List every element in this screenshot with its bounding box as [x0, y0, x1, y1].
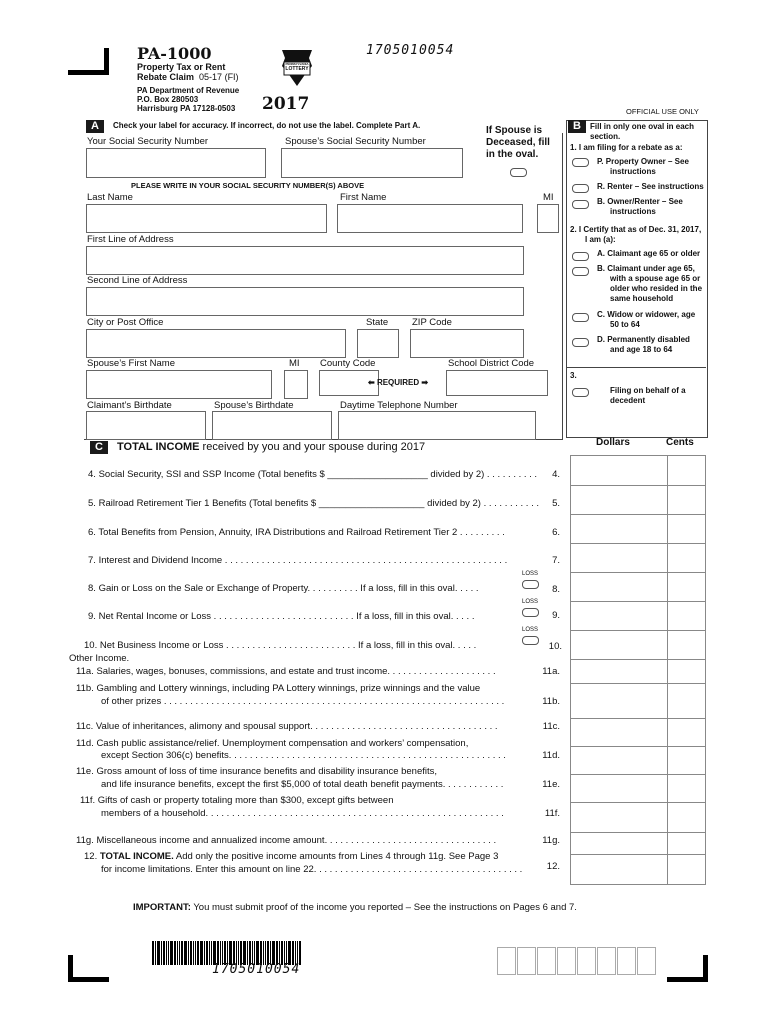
amount-field-7[interactable]	[570, 544, 706, 573]
amount-field-4[interactable]	[570, 455, 706, 486]
claimant-birthdate-label: Claimant’s Birthdate	[87, 400, 172, 411]
first-name-field[interactable]	[337, 204, 523, 233]
amount-field-11b[interactable]	[570, 684, 706, 719]
amount-field-12[interactable]	[570, 855, 706, 884]
age-65-label: A. Claimant age 65 or older	[597, 249, 701, 258]
part-b-q1: 1. I am filing for a rebate as a:	[570, 143, 683, 152]
property-owner-label-1: P. Property Owner – See	[597, 157, 689, 166]
widow-oval[interactable]	[572, 313, 589, 322]
disabled-oval[interactable]	[572, 338, 589, 347]
spouse-birthdate-label: Spouse’s Birthdate	[214, 400, 294, 411]
part-a-instruction: Check your label for accuracy. If incorrect, do not use the label. Complete Part A.	[113, 121, 421, 130]
spouse-mi-label: MI	[289, 358, 300, 369]
doc-code-bottom: 1705010054	[212, 962, 301, 977]
claimant-birthdate-field[interactable]	[86, 411, 206, 440]
daytime-phone-field[interactable]	[338, 411, 536, 440]
form-number: PA-1000	[137, 44, 212, 63]
dollars-header: Dollars	[596, 437, 630, 448]
corner-mark-bottom-left	[68, 955, 109, 982]
part-b-heading-1: Fill in only one oval in each	[590, 122, 695, 131]
lottery-text-top: PENNSYLVANIA	[285, 62, 309, 66]
part-b-label: B	[568, 120, 586, 133]
zip-field[interactable]	[410, 329, 524, 358]
address2-label: Second Line of Address	[87, 275, 188, 286]
form-name-line1: Property Tax or Rent	[137, 62, 226, 72]
amount-field-5[interactable]	[570, 486, 706, 515]
ssn-label: Your Social Security Number	[87, 136, 209, 147]
spouse-birthdate-field[interactable]	[212, 411, 332, 440]
mi-label: MI	[543, 192, 554, 203]
daytime-phone-label: Daytime Telephone Number	[340, 400, 458, 411]
renter-oval[interactable]	[572, 184, 589, 193]
deceased-label-1: If Spouse is	[486, 125, 543, 136]
age-65-oval[interactable]	[572, 252, 589, 261]
property-owner-label-2: instructions	[610, 167, 656, 176]
deceased-label-2: Deceased, fill	[486, 137, 550, 148]
doc-code-top: 1705010054	[366, 43, 455, 58]
property-owner-oval[interactable]	[572, 158, 589, 167]
official-use-only: OFFICIAL USE ONLY	[626, 107, 699, 116]
spouse-65-label-4: same household	[610, 294, 674, 303]
pa-lottery-logo	[280, 48, 314, 88]
important-note: IMPORTANT: You must submit proof of the income you reported – See the instructions on Pages 6 and 7.	[133, 902, 577, 913]
decedent-oval[interactable]	[572, 388, 589, 397]
ssn-field[interactable]	[86, 148, 266, 178]
tax-year: 2017	[262, 94, 310, 114]
mi-field[interactable]	[537, 204, 559, 233]
corner-mark-bottom-right	[667, 955, 708, 982]
decedent-label-1: Filing on behalf of a	[610, 386, 686, 395]
amount-field-11a[interactable]	[570, 660, 706, 684]
last-name-field[interactable]	[86, 204, 327, 233]
part-b-q2-2: I am (a):	[585, 235, 616, 244]
amount-field-11c[interactable]	[570, 719, 706, 747]
school-district-label: School District Code	[448, 358, 535, 369]
corner-mark-top-left	[68, 48, 109, 75]
part-b-q3: 3.	[570, 371, 577, 380]
spouse-65-label-3: older who resided in the	[610, 284, 703, 293]
part-b-divider	[566, 367, 706, 368]
zip-label: ZIP Code	[412, 317, 452, 328]
address2-field[interactable]	[86, 287, 524, 316]
address1-label: First Line of Address	[87, 234, 174, 245]
lottery-text-main: LOTTERY	[285, 66, 309, 72]
cents-header: Cents	[666, 437, 694, 448]
owner-renter-oval[interactable]	[572, 200, 589, 209]
state-field[interactable]	[357, 329, 399, 358]
amount-field-9[interactable]	[570, 602, 706, 631]
form-name-line2: Rebate Claim 05-17 (FI)	[137, 72, 239, 82]
county-code-label: County Code	[320, 358, 376, 369]
dept-line3: Harrisburg PA 17128-0503	[137, 104, 236, 113]
part-c-title: TOTAL INCOME received by you and your spouse during 2017	[117, 441, 426, 453]
amount-field-8[interactable]	[570, 573, 706, 602]
amount-field-11d[interactable]	[570, 747, 706, 775]
amount-field-10[interactable]	[570, 631, 706, 660]
part-a-label: A	[86, 120, 104, 133]
address1-field[interactable]	[86, 246, 524, 275]
amount-field-11f[interactable]	[570, 803, 706, 833]
spouse-mi-field[interactable]	[284, 370, 308, 399]
dept-line1: PA Department of Revenue	[137, 86, 240, 95]
spouse-65-label-2: with a spouse age 65 or	[610, 274, 701, 283]
part-b-heading-2: section.	[590, 132, 621, 141]
city-field[interactable]	[86, 329, 346, 358]
other-income-heading: Other Income.	[69, 653, 130, 664]
deceased-spouse-oval[interactable]	[510, 168, 527, 177]
last-name-label: Last Name	[87, 192, 133, 203]
deceased-label-3: in the oval.	[486, 149, 539, 160]
write-ssn-note: PLEASE WRITE IN YOUR SOCIAL SECURITY NUMBER(S) ABOVE	[131, 181, 365, 190]
disabled-label-2: and age 18 to 64	[610, 345, 673, 354]
spouse-ssn-field[interactable]	[281, 148, 463, 178]
first-name-label: First Name	[340, 192, 387, 203]
spouse-65-label-1: B. Claimant under age 65,	[597, 264, 695, 273]
owner-renter-label-2: instructions	[610, 207, 656, 216]
owner-renter-label-1: B. Owner/Renter – See	[597, 197, 683, 206]
renter-label: R. Renter – See instructions	[597, 182, 704, 191]
dept-line2: P.O. Box 280503	[137, 95, 199, 104]
city-label: City or Post Office	[87, 317, 164, 328]
widow-label-2: 50 to 64	[610, 320, 640, 329]
amount-rows	[570, 455, 706, 884]
spouse-first-name-label: Spouse’s First Name	[87, 358, 175, 369]
spouse-65-oval[interactable]	[572, 267, 589, 276]
part-c-label: C	[90, 441, 108, 454]
disabled-label-1: D. Permanently disabled	[597, 335, 690, 344]
amount-field-11e[interactable]	[570, 775, 706, 803]
amount-field-11g[interactable]	[570, 833, 706, 855]
decedent-label-2: decedent	[610, 396, 646, 405]
spouse-ssn-label: Spouse’s Social Security Number	[285, 136, 426, 147]
school-district-field[interactable]	[446, 370, 548, 396]
state-label: State	[366, 317, 389, 328]
part-b-q2-1: 2. I Certify that as of Dec. 31, 2017,	[570, 225, 702, 234]
required-label: ⬅ REQUIRED ➡	[368, 378, 429, 387]
widow-label-1: C. Widow or widower, age	[597, 310, 696, 319]
amount-field-6[interactable]	[570, 515, 706, 544]
spouse-first-name-field[interactable]	[86, 370, 272, 399]
